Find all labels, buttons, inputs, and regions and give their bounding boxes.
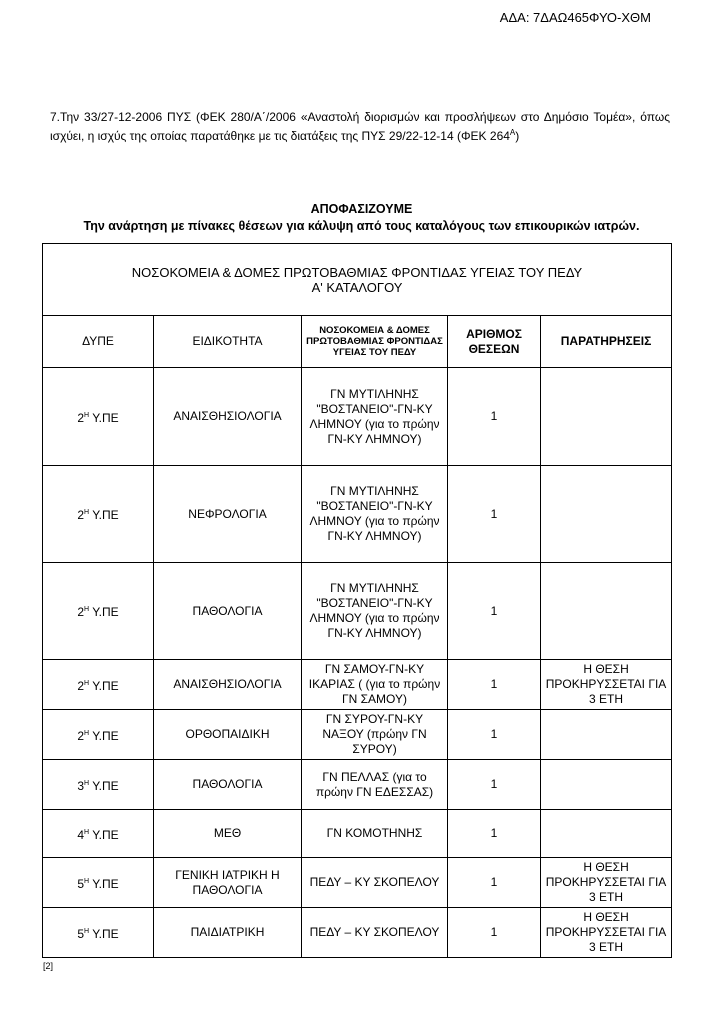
dype-superscript: Η [84, 411, 90, 419]
cell-hospital: ΓΝ ΚΟΜΟΤΗΝΗΣ [302, 810, 448, 858]
cell-dype [43, 810, 154, 858]
dype-superscript: Η [84, 606, 90, 613]
table-row [43, 858, 672, 908]
header-specialty: ΕΙΔΙΚΟΤΗΤΑ [154, 316, 302, 368]
dype-number: 5 [77, 926, 85, 941]
table-row [43, 368, 672, 466]
dype-suffix: Υ.ΠΕ [89, 876, 119, 891]
cell-positions: 1 [448, 368, 541, 466]
cell-dype [43, 858, 154, 908]
table-row [43, 810, 672, 858]
cell-specialty: ΠΑΘΟΛΟΓΙΑ [154, 760, 302, 810]
decision-title: ΑΠΟΦΑΣΙΖΟΥΜΕ [310, 202, 413, 216]
table-header-row [43, 316, 672, 368]
table-row [43, 908, 672, 958]
table-title [43, 244, 672, 316]
cell-notes [541, 710, 672, 760]
dype-superscript: Η [84, 877, 90, 885]
intro-text: 7.Την 33/27-12-2006 ΠΥΣ (ΦΕΚ 280/Α΄/2006 «Αναστολή διορισμών και προσλήψεων στο Δημόσιο Τομέα», όπως ισχύει, η ισχύς της οποίας παρατάθηκε με τις διατάξεις της ΠΥΣ 29/22-12-14 (ΦΕΚ 264 [50, 110, 670, 143]
table-row [43, 660, 672, 710]
cell-dype [43, 563, 154, 660]
cell-positions: 1 [448, 466, 541, 563]
cell-dype [43, 466, 154, 563]
cell-positions: 1 [448, 660, 541, 710]
intro-paragraph [50, 109, 670, 144]
dype-number: 2 [77, 410, 85, 425]
header-dype: ΔΥΠΕ [43, 316, 154, 368]
cell-notes [541, 368, 672, 466]
cell-positions: 1 [448, 710, 541, 760]
decision-text: Την ανάρτηση με πίνακες θέσεων για κάλυψη από τους καταλόγους των επικουρικών ιατρών. [83, 219, 640, 233]
cell-hospital: ΓΝ ΣΑΜΟΥ-ΓΝ-ΚΥ ΙΚΑΡΙΑΣ ( (για το πρώην ΓΝ ΣΑΜΟΥ) [302, 660, 448, 710]
cell-notes: Η ΘΕΣΗ ΠΡΟΚΗΡΥΣΣΕΤΑΙ ΓΙΑ 3 ΕΤΗ [541, 858, 672, 908]
cell-hospital: ΓΝ ΜΥΤΙΛΗΝΗΣ "ΒΟΣΤΑΝΕΙΟ"-ΓΝ-ΚΥ ΛΗΜΝΟΥ (για το πρώην ΓΝ-ΚΥ ΛΗΜΝΟΥ) [302, 563, 448, 660]
dype-number: 2 [77, 605, 85, 619]
table-row [43, 563, 672, 660]
ada-code: ΑΔΑ: 7ΔΑΩ465ΦΥΟ-ΧΘΜ [499, 10, 651, 25]
header-hospital: ΝΟΣΟΚΟΜΕΙΑ & ΔΟΜΕΣ ΠΡΩΤΟΒΑΘΜΙΑΣ ΦΡΟΝΤΙΔΑΣ ΥΓΕΙΑΣ ΤΟΥ ΠΕΔΥ [302, 316, 448, 368]
dype-number: 3 [77, 778, 85, 793]
cell-dype [43, 908, 154, 958]
table-row [43, 466, 672, 563]
cell-specialty: ΑΝΑΙΣΘΗΣΙΟΛΟΓΙΑ [154, 368, 302, 466]
dype-suffix: Υ.ΠΕ [89, 678, 119, 693]
dype-suffix: Υ.ΠΕ [89, 926, 119, 941]
dype-superscript: Η [84, 927, 90, 935]
cell-positions: 1 [448, 908, 541, 958]
dype-number: 4 [77, 827, 85, 842]
cell-dype [43, 760, 154, 810]
dype-suffix: Υ.ΠΕ [89, 508, 119, 522]
cell-specialty: ΝΕΦΡΟΛΟΓΙΑ [154, 466, 302, 563]
table-title-line1: ΝΟΣΟΚΟΜΕΙΑ & ΔΟΜΕΣ ΠΡΩΤΟΒΑΘΜΙΑΣ ΦΡΟΝΤΙΔΑΣ ΥΓΕΙΑΣ ΤΟΥ ΠΕΔΥ [131, 264, 583, 280]
header-positions: ΑΡΙΘΜΟΣ ΘΕΣΕΩΝ [448, 316, 541, 368]
cell-positions: 1 [448, 858, 541, 908]
table-row [43, 710, 672, 760]
cell-positions: 1 [448, 810, 541, 858]
dype-suffix: Υ.ΠΕ [89, 605, 119, 619]
cell-specialty: ΟΡΘΟΠΑΙΔΙΚΗ [154, 710, 302, 760]
dype-suffix: Υ.ΠΕ [89, 728, 119, 743]
cell-notes: Η ΘΕΣΗ ΠΡΟΚΗΡΥΣΣΕΤΑΙ ΓΙΑ 3 ΕΤΗ [541, 660, 672, 710]
cell-notes [541, 810, 672, 858]
cell-notes [541, 466, 672, 563]
dype-superscript: Η [84, 779, 90, 787]
cell-dype [43, 368, 154, 466]
cell-hospital: ΓΝ ΣΥΡΟΥ-ΓΝ-ΚΥ ΝΑΞΟΥ (πρώην ΓΝ ΣΥΡΟΥ) [302, 710, 448, 760]
dype-superscript: Η [84, 828, 90, 836]
dype-superscript: Η [84, 729, 90, 737]
cell-specialty: ΑΝΑΙΣΘΗΣΙΟΛΟΓΙΑ [154, 660, 302, 710]
cell-hospital: ΓΝ ΠΕΛΛΑΣ (για το πρώην ΓΝ ΕΔΕΣΣΑΣ) [302, 760, 448, 810]
dype-number: 2 [77, 728, 85, 743]
dype-number: 2 [77, 508, 85, 522]
table-row [43, 760, 672, 810]
cell-notes: Η ΘΕΣΗ ΠΡΟΚΗΡΥΣΣΕΤΑΙ ΓΙΑ 3 ΕΤΗ [541, 908, 672, 958]
cell-specialty: ΜΕΘ [154, 810, 302, 858]
header-notes: ΠΑΡΑΤΗΡΗΣΕΙΣ [541, 316, 672, 368]
table-title-line2: Α' ΚΑΤΑΛΟΓΟΥ [311, 279, 403, 295]
page-footer: [2] [43, 961, 54, 971]
dype-suffix: Υ.ΠΕ [89, 778, 119, 793]
dype-suffix: Υ.ΠΕ [89, 827, 119, 842]
dype-superscript: Η [84, 509, 90, 516]
cell-hospital: ΓΝ ΜΥΤΙΛΗΝΗΣ "ΒΟΣΤΑΝΕΙΟ"-ΓΝ-ΚΥ ΛΗΜΝΟΥ (για το πρώην ΓΝ-ΚΥ ΛΗΜΝΟΥ) [302, 466, 448, 563]
cell-hospital: ΠΕΔΥ – ΚΥ ΣΚΟΠΕΛΟΥ [302, 858, 448, 908]
cell-specialty: ΠΑΙΔΙΑΤΡΙΚΗ [154, 908, 302, 958]
cell-notes [541, 563, 672, 660]
intro-superscript: Α [509, 128, 516, 137]
cell-specialty: ΓΕΝΙΚΗ ΙΑΤΡΙΚΗ Η ΠΑΘΟΛΟΓΙΑ [154, 858, 302, 908]
cell-dype [43, 710, 154, 760]
positions-table [42, 243, 672, 958]
dype-number: 2 [77, 678, 85, 693]
dype-number: 5 [77, 876, 85, 891]
cell-hospital: ΓΝ ΜΥΤΙΛΗΝΗΣ "ΒΟΣΤΑΝΕΙΟ"-ΓΝ-ΚΥ ΛΗΜΝΟΥ (για το πρώην ΓΝ-ΚΥ ΛΗΜΝΟΥ) [302, 368, 448, 466]
cell-specialty: ΠΑΘΟΛΟΓΙΑ [154, 563, 302, 660]
dype-suffix: Υ.ΠΕ [89, 410, 119, 425]
table-title-row [43, 244, 672, 316]
cell-hospital: ΠΕΔΥ – ΚΥ ΣΚΟΠΕΛΟΥ [302, 908, 448, 958]
cell-notes [541, 760, 672, 810]
cell-positions: 1 [448, 563, 541, 660]
dype-superscript: Η [84, 679, 90, 687]
intro-tail: ) [515, 129, 520, 143]
cell-dype [43, 660, 154, 710]
cell-positions: 1 [448, 760, 541, 810]
